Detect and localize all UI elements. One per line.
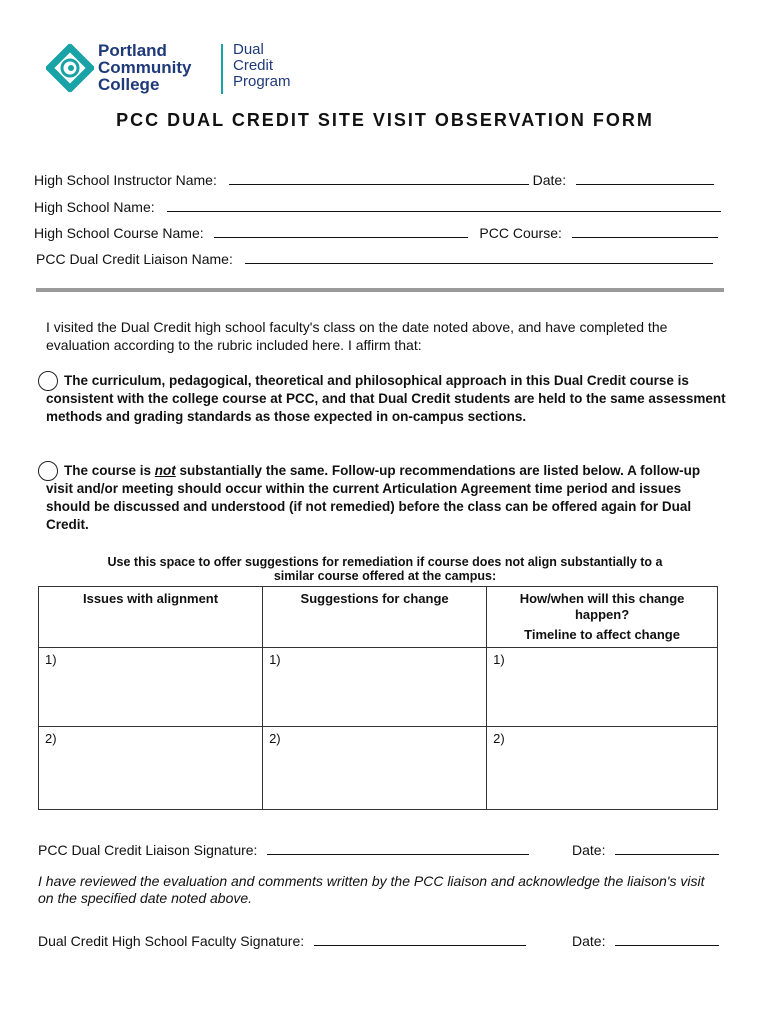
header-timeline-main: How/when will this change happen? xyxy=(519,591,685,622)
liaison-field[interactable] xyxy=(36,249,713,267)
table-header-row xyxy=(39,587,718,648)
course-field[interactable] xyxy=(34,223,718,241)
header-timeline-sub: Timeline to affect change xyxy=(524,627,680,642)
header-timeline xyxy=(487,587,718,648)
liaison-label: PCC Dual Credit Liaison Name: xyxy=(36,251,233,267)
logo-college-name: Portland Community College xyxy=(98,41,192,94)
table-row xyxy=(39,727,718,810)
faculty-date-field[interactable] xyxy=(572,931,719,949)
row1-issue-cell[interactable]: 1) xyxy=(39,648,263,727)
instructor-label: High School Instructor Name: xyxy=(34,172,217,188)
school-field[interactable] xyxy=(34,197,721,215)
row2-suggestion-cell[interactable]: 2) xyxy=(263,727,487,810)
row1-timeline-cell[interactable]: 1) xyxy=(487,648,718,727)
liaison-line[interactable] xyxy=(245,249,713,264)
instructor-line[interactable] xyxy=(229,170,529,185)
liaison-signature-label: PCC Dual Credit Liaison Signature: xyxy=(38,842,258,858)
date-line[interactable] xyxy=(576,170,714,185)
form-title: PCC DUAL CREDIT SITE VISIT OBSERVATION FORM xyxy=(116,110,654,130)
course-line[interactable] xyxy=(214,223,468,238)
not-emphasis: not xyxy=(154,463,176,478)
school-label: High School Name: xyxy=(34,199,155,215)
faculty-signature-field[interactable] xyxy=(38,931,526,949)
intro-text: I visited the Dual Credit high school faculty's class on the date noted above, and have completed the evaluation according to the rubric included here. I affirm that: xyxy=(46,319,668,353)
row2-issue-cell[interactable]: 2) xyxy=(39,727,263,810)
logo-divider xyxy=(221,44,223,94)
header-issues: Issues with alignment xyxy=(39,587,263,648)
liaison-date-field[interactable] xyxy=(572,840,719,858)
pcc-course-line[interactable] xyxy=(572,223,718,238)
faculty-date-label: Date: xyxy=(572,933,606,949)
course-label: High School Course Name: xyxy=(34,225,204,241)
logo-program-name: Dual Credit Program xyxy=(233,41,291,90)
faculty-signature-line[interactable] xyxy=(314,931,526,946)
acknowledge-text: I have reviewed the evaluation and comments written by the PCC liaison and acknowledge the liaison's visit on the specified date noted above. xyxy=(38,873,705,906)
school-line[interactable] xyxy=(167,197,721,212)
not-same-post: substantially the same. Follow-up recommendations are listed below. A follow-up visit and/or meeting should occur within the current Articulation Agreement time period and issues should be discussed and understood (if not remedied) before the class can be offered again for Dual Credit. xyxy=(46,463,701,532)
consistent-text: The curriculum, pedagogical, theoretical and philosophical approach in this Dual Credit course is consistent with the college course at PCC, and that Dual Credit students are held to the same assessment methods and grading standards as those expected in on-campus sections. xyxy=(46,373,726,424)
date-label: Date: xyxy=(532,172,567,188)
liaison-date-label: Date: xyxy=(572,842,606,858)
liaison-signature-line[interactable] xyxy=(267,840,529,855)
liaison-signature-field[interactable] xyxy=(38,840,529,858)
liaison-date-line[interactable] xyxy=(615,840,719,855)
remediation-table xyxy=(38,586,718,810)
pcc-logo xyxy=(46,44,94,92)
faculty-signature-label: Dual Credit High School Faculty Signature: xyxy=(38,933,305,949)
header-suggestions: Suggestions for change xyxy=(263,587,487,648)
not-same-pre: The course is xyxy=(64,463,155,478)
section-divider xyxy=(36,288,724,292)
faculty-date-line[interactable] xyxy=(615,931,719,946)
row2-timeline-cell[interactable]: 2) xyxy=(487,727,718,810)
logo-mark-icon xyxy=(46,44,94,92)
not-same-text xyxy=(46,462,726,534)
remediation-note: Use this space to offer suggestions for remediation if course does not align substantially to a similar course offered at the campus: xyxy=(107,555,663,583)
instructor-field[interactable] xyxy=(34,170,714,188)
pcc-course-label: PCC Course: xyxy=(479,225,562,241)
table-row xyxy=(39,648,718,727)
row1-suggestion-cell[interactable]: 1) xyxy=(263,648,487,727)
